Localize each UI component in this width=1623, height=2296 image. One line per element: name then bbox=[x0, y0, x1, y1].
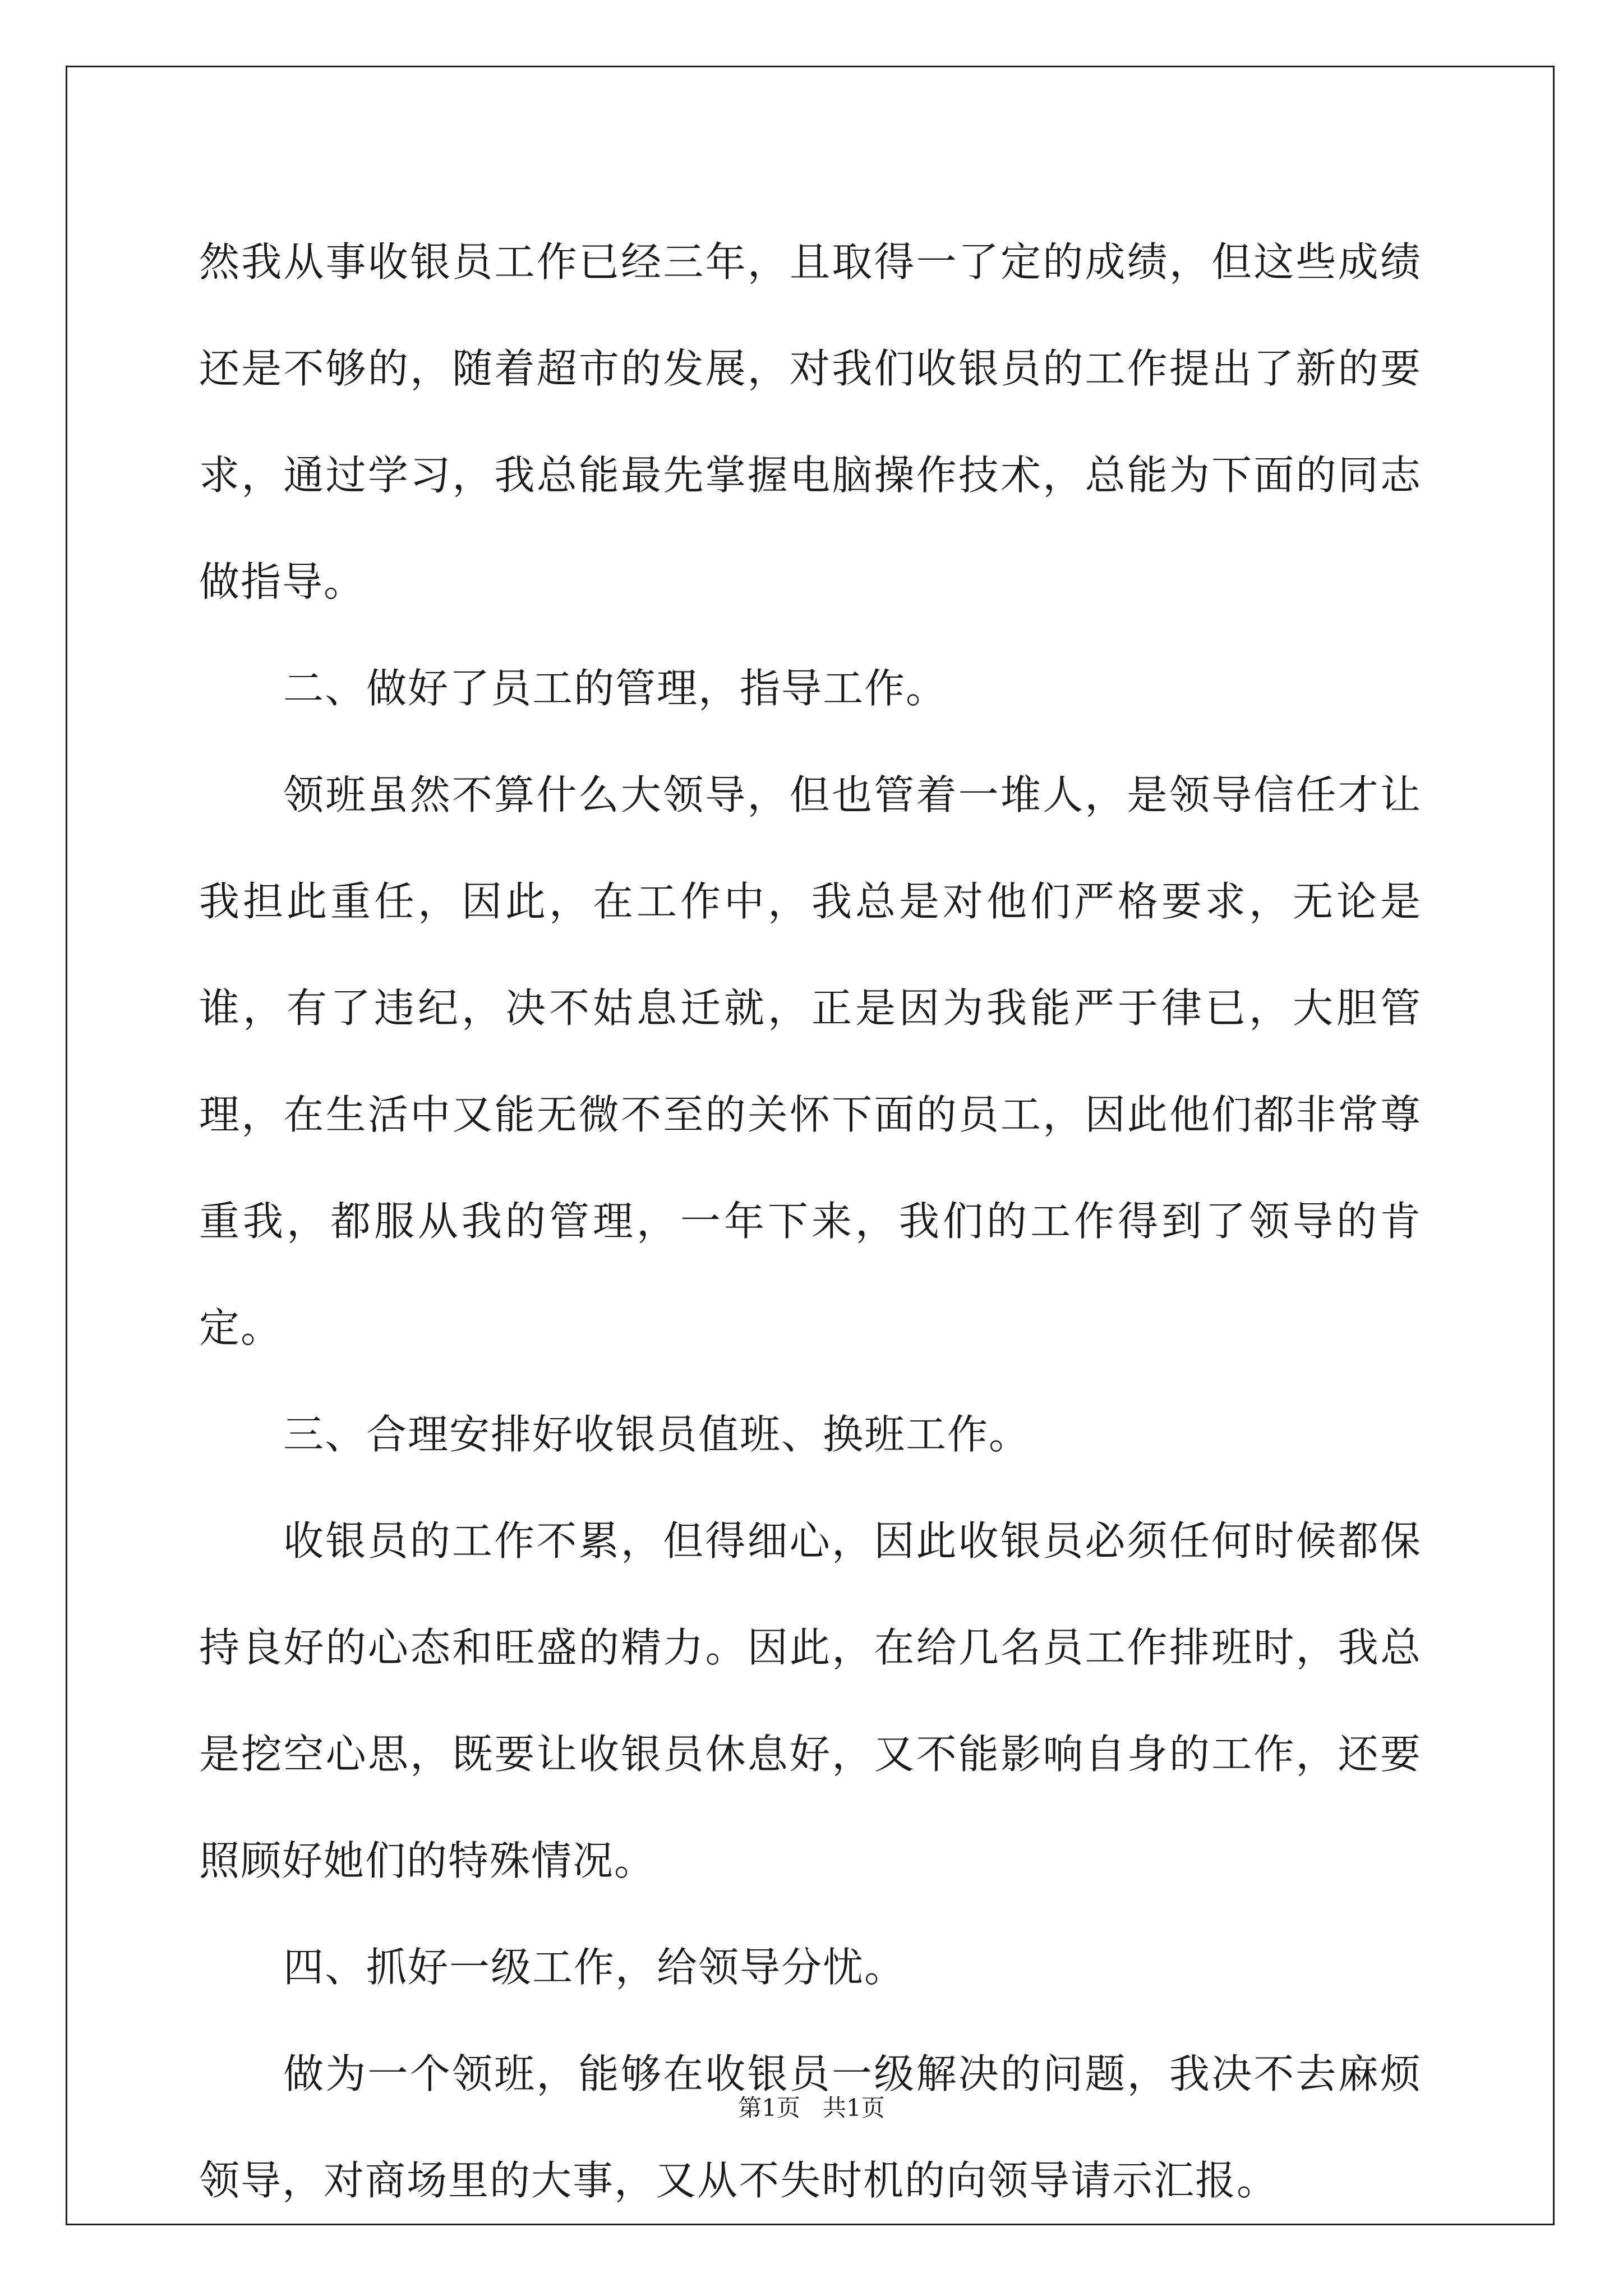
paragraph-3: 领班虽然不算什么大领导，但也管着一堆人，是领导信任才让我担此重任，因此，在工作中，我总是对他们严格要求，无论是谁，有了违纪，决不姑息迁就，正是因为我能严于律已，大胆管理，在生活中又能无微不至的关怀下面的员工，因此他们都非常尊重我，都服从我的管理，一年下来，我们的工作得到了领导的肯定。 bbox=[199, 771, 1422, 1351]
heading-6: 四、抓好一级工作，给领导分忧。 bbox=[283, 1944, 906, 1991]
heading-4: 三、合理安排好收银员值班、换班工作。 bbox=[283, 1411, 1031, 1458]
page-footer: 第1页 共1页 bbox=[738, 2094, 885, 2122]
paragraph-7: 做为一个领班，能够在收银员一级解决的问题，我决不去麻烦领导，对商场里的大事，又从不失时机的向领导请示汇报。 bbox=[199, 2050, 1422, 2204]
document-body bbox=[199, 209, 1422, 2234]
paragraph-5: 收银员的工作不累，但得细心，因此收银员必须任何时候都保持良好的心态和旺盛的精力。因此，在给几名员工作排班时，我总是挖空心思，既要让收银员休息好，又不能影响自身的工作，还要照顾好她们的特殊情况。 bbox=[199, 1517, 1422, 1884]
heading-2: 二、做好了员工的管理，指导工作。 bbox=[283, 665, 948, 712]
paragraph-1: 然我从事收银员工作已经三年，且取得一了定的成绩，但这些成绩还是不够的，随着超市的发展，对我们收银员的工作提出了新的要求，通过学习，我总能最先掌握电脑操作技术，总能为下面的同志做指导。 bbox=[199, 238, 1422, 605]
